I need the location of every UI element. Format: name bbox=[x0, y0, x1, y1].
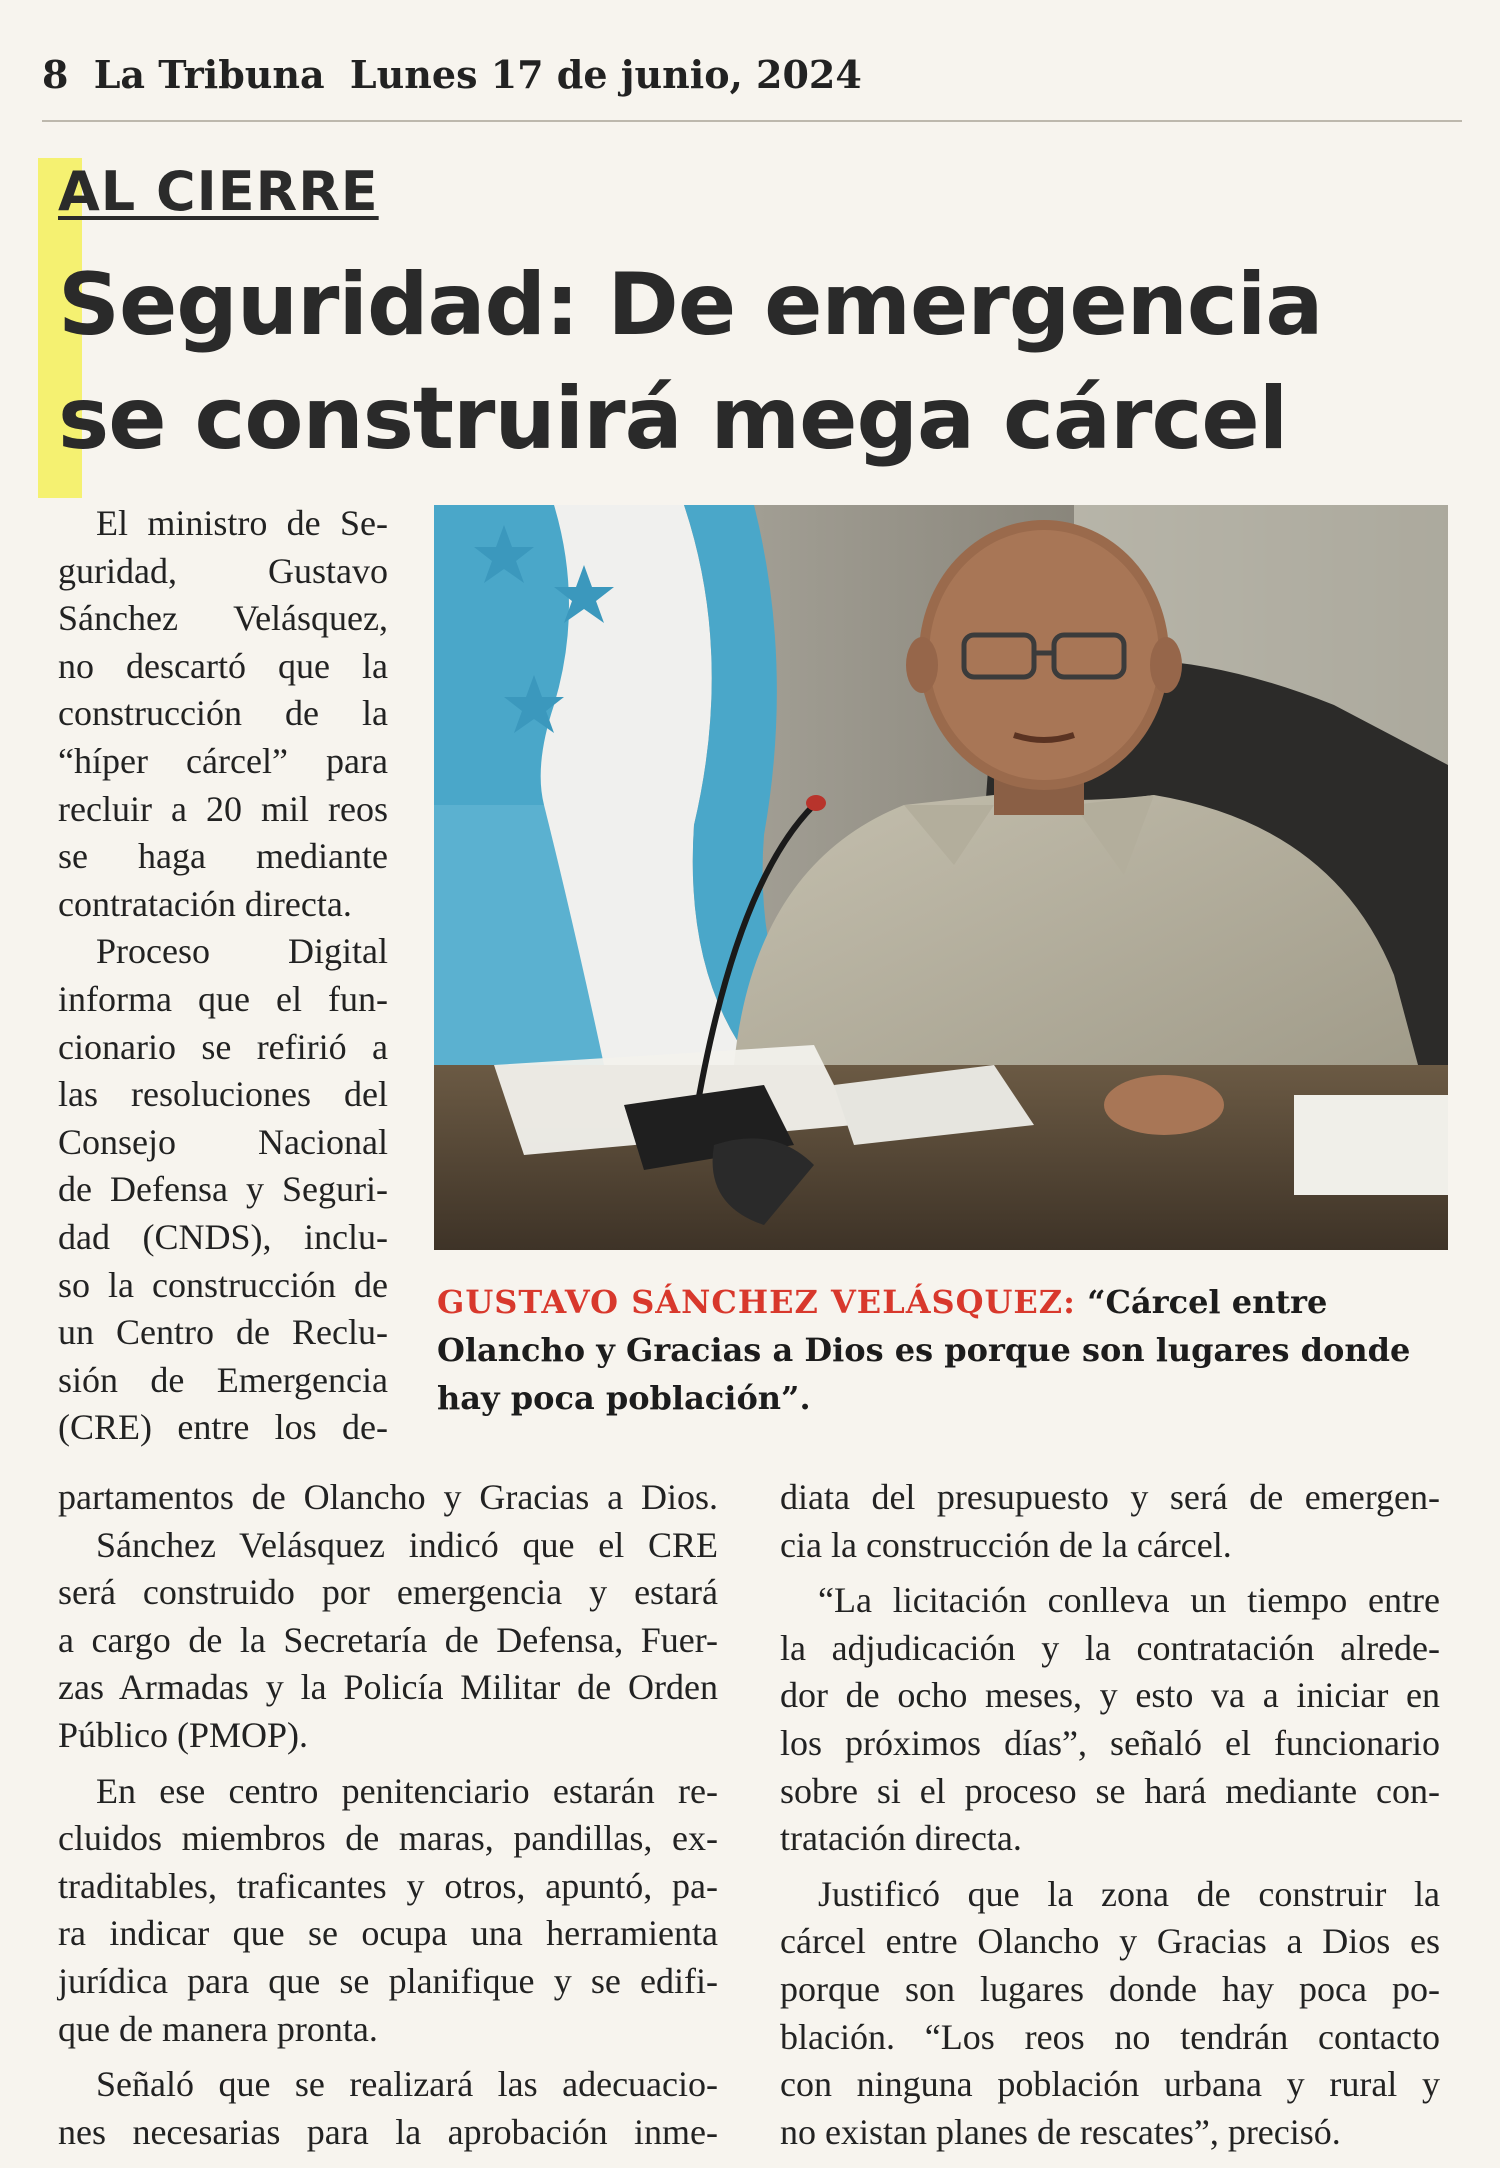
article-column-right-bottom bbox=[780, 1474, 1440, 2156]
text-line: Público (PMOP). bbox=[58, 1714, 309, 1755]
text-line: El ministro de Se- bbox=[96, 503, 388, 543]
text-line: sobre si el proceso se hará mediante con- bbox=[780, 1770, 1440, 1811]
text-line: so la construcción de bbox=[58, 1264, 388, 1305]
text-line: construcción de la bbox=[58, 693, 388, 734]
text-line: cia la construcción de la cárcel. bbox=[780, 1524, 1232, 1565]
text-line: En ese centro penitenciario estarán re- bbox=[96, 1770, 718, 1811]
text-line: Consejo Nacional bbox=[58, 1121, 388, 1162]
text-line: ra indicar que se ocupa una herramienta bbox=[58, 1913, 718, 1954]
header-divider bbox=[42, 120, 1462, 122]
text-line: no descartó que la bbox=[58, 645, 388, 686]
text-line: zas Armadas y la Policía Militar de Orden bbox=[58, 1667, 718, 1708]
photo-caption bbox=[437, 1278, 1447, 1422]
text-line: que de manera pronta. bbox=[58, 2008, 378, 2049]
text-line: diata del presupuesto y será de emergen- bbox=[780, 1477, 1440, 1517]
masthead bbox=[42, 52, 874, 97]
minister-photo-illustration bbox=[434, 505, 1448, 1250]
text-line: Sánchez Velásquez indicó que el CRE bbox=[96, 1524, 718, 1565]
text-line: informa que el fun- bbox=[58, 978, 388, 1019]
text-line: la adjudicación y la contratación alrede- bbox=[780, 1627, 1440, 1668]
publication-name: La Tribuna bbox=[93, 52, 325, 97]
text-line: jurídica para que se planifique y se edifi- bbox=[58, 1960, 718, 2001]
text-line: las resoluciones del bbox=[58, 1074, 388, 1115]
article-headline bbox=[58, 248, 1478, 476]
text-line: contratación directa. bbox=[58, 883, 352, 924]
text-line: cárcel entre Olancho y Gracias a Dios es bbox=[780, 1921, 1440, 1962]
text-line: con ninguna población urbana y rural y bbox=[780, 2064, 1440, 2105]
article-column-left-top bbox=[58, 500, 388, 1452]
caption-quote: “Cárcel entre Olancho y Gracias a Dios es porque son lugares donde hay poca población”. bbox=[437, 1283, 1411, 1417]
text-line: tratación directa. bbox=[780, 1818, 1022, 1859]
text-line: (CRE) entre los de- bbox=[58, 1407, 388, 1448]
text-line: Señaló que se realizará las adecuacio- bbox=[96, 2064, 718, 2105]
section-kicker: AL CIERRE bbox=[58, 160, 379, 223]
text-line: Justificó que la zona de construir la bbox=[818, 1873, 1440, 1914]
text-line: se haga mediante bbox=[58, 836, 388, 877]
article-photo bbox=[434, 505, 1448, 1250]
text-line: Proceso Digital bbox=[96, 931, 388, 972]
text-line: Sánchez Velásquez, bbox=[58, 598, 388, 639]
article-column-left-bottom bbox=[58, 1474, 718, 2156]
text-line: porque son lugares donde hay poca po- bbox=[780, 1968, 1440, 2009]
text-line: partamentos de Olancho y Gracias a Dios. bbox=[58, 1477, 718, 1517]
page-number: 8 bbox=[42, 52, 69, 97]
text-line: “La licitación conlleva un tiempo entre bbox=[818, 1580, 1440, 1621]
text-line: traditables, traficantes y otros, apuntó, pa- bbox=[58, 1865, 718, 1906]
text-line: “híper cárcel” para bbox=[58, 740, 388, 781]
text-line: no existan planes de rescates”, precisó. bbox=[780, 2111, 1341, 2152]
headline-line-2: se construirá mega cárcel bbox=[58, 369, 1288, 469]
text-line: los próximos días”, señaló el funcionario bbox=[780, 1722, 1440, 1763]
text-line: de Defensa y Seguri- bbox=[58, 1169, 388, 1210]
publication-date: Lunes 17 de junio, 2024 bbox=[349, 52, 862, 97]
text-line: a cargo de la Secretaría de Defensa, Fuer- bbox=[58, 1619, 718, 1660]
text-line: un Centro de Reclu- bbox=[58, 1312, 388, 1353]
text-line: dor de ocho meses, y esto va a iniciar en bbox=[780, 1675, 1440, 1716]
text-line: nes necesarias para la aprobación inme- bbox=[58, 2111, 718, 2152]
text-line: sión de Emergencia bbox=[58, 1359, 388, 1400]
text-line: será construido por emergencia y estará bbox=[58, 1572, 718, 1613]
text-line: dad (CNDS), inclu- bbox=[58, 1216, 388, 1257]
text-line: guridad, Gustavo bbox=[58, 550, 388, 591]
text-line: cionario se refirió a bbox=[58, 1026, 388, 1067]
text-line: cluidos miembros de maras, pandillas, ex- bbox=[58, 1818, 718, 1859]
text-line: blación. “Los reos no tendrán contacto bbox=[780, 2016, 1440, 2057]
caption-name: GUSTAVO SÁNCHEZ VELÁSQUEZ: bbox=[437, 1283, 1076, 1321]
headline-line-1: Seguridad: De emergencia bbox=[58, 255, 1323, 355]
text-line: recluir a 20 mil reos bbox=[58, 788, 388, 829]
